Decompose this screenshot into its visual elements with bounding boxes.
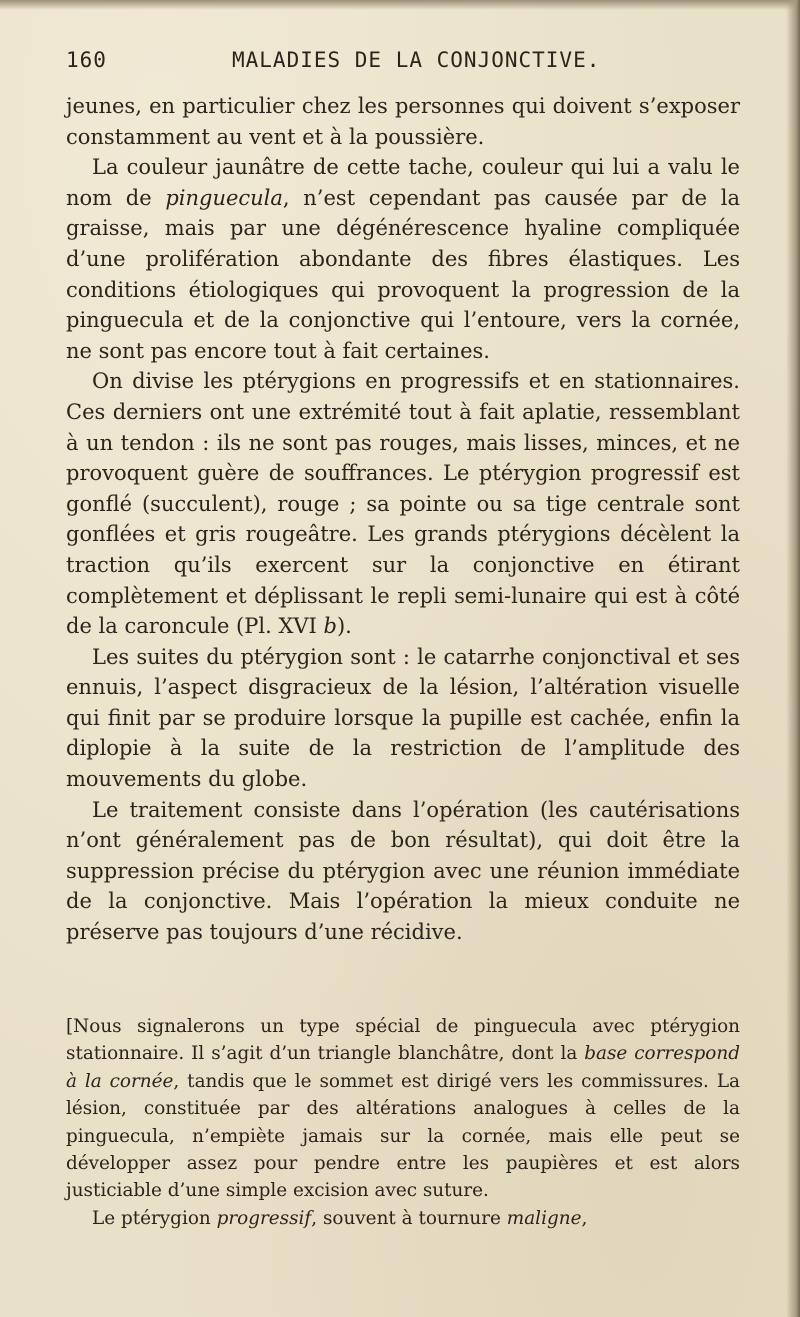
paragraph-4-text: Les suites du ptérygion sont : le catarrhe conjonctival et ses ennuis, l’aspect disgracieux de la lésion, l’altération visuelle qui finit par se produire lorsque la pupille est cachée, enfin la diplopie à la suite de la restriction de l’amplitude des mouvements du globe. (66, 644, 740, 792)
term-pinguecula: pinguecula (165, 185, 283, 210)
page-header (66, 48, 740, 78)
note-paragraph-1 (66, 1013, 740, 1205)
note-2-text-a: Le ptérygion (92, 1207, 217, 1229)
note-2-text-b: , souvent à tournure (311, 1207, 507, 1229)
paragraph-treatment (66, 795, 740, 948)
paragraph-3-text-b: ). (336, 614, 352, 639)
note-2-text-c: , (581, 1207, 588, 1229)
term-progressif: progressif (216, 1207, 312, 1229)
note-1-text-b: , tandis que le sommet est dirigé vers les commissures. La lésion, constituée par des altérations analogues à celles de la pinguecula, n’empiète jamais sur la cornée, mais elle peut se développer assez pour pendre entre les paupières et est alors justiciable d’une simple excision avec suture. (66, 1070, 740, 1202)
paragraph-continuation (66, 91, 740, 152)
paragraph-pterygion-types (66, 366, 740, 641)
note-1-emphasis: base correspond à la cornée (66, 1043, 740, 1092)
editor-note (66, 1013, 740, 1232)
paragraph-pinguecula-color (66, 152, 740, 366)
page-number: 160 (66, 48, 107, 72)
term-maligne: maligne (506, 1207, 582, 1229)
paragraph-2-text-a: La couleur jaunâtre de cette tache, couleur qui lui a valu le nom de (66, 155, 740, 210)
paragraph-pterygion-consequences (66, 642, 740, 795)
main-text (66, 91, 740, 948)
paragraph-3-text-a: On divise les ptérygions en progressifs et en stationnaires. Ces derniers ont une extrémité tout à fait aplatie, ressemblant à un tendon : ils ne sont pas rouges, mais lisses, minces, et ne provoquent guère de souffrances. Le ptérygion progressif est gonflé (succulent), rouge ; sa pointe ou sa tige centrale sont gonflées et gris rougeâtre. Les grands ptérygions décèlent la traction qu’ils exercent sur la conjonctive en étirant complètement et déplissant le repli semi-lunaire qui est à côté de la caroncule (Pl. XVI (66, 369, 740, 639)
paragraph-2-text-b: , n’est cependant pas causée par de la graisse, mais par une dégénérescence hyaline compliquée d’une prolifération abondante des fibres élastiques. Les conditions étiologiques qui provoquent la progression de la pinguecula et de la conjonctive qui l’entoure, vers la cornée, ne sont pas encore tout à fait certaines. (66, 185, 740, 363)
paragraph-5-text: Le traitement consiste dans l’opération (les cautérisations n’ont généralement pas de bon résultat), qui doit être la suppression précise du ptérygion avec une réunion immédiate de la conjonctive. Mais l’opération la mieux conduite ne préserve pas toujours d’une récidive. (66, 797, 740, 945)
paragraph-1-text: jeunes, en particulier chez les personnes qui doivent s’exposer constamment au vent et à la poussière. (66, 94, 740, 149)
plate-reference-letter: b (323, 614, 337, 639)
page-binding-edge (786, 0, 800, 1317)
page-top-shadow (0, 0, 800, 10)
running-title: MALADIES DE LA CONJONCTIVE. (232, 48, 601, 72)
note-1-text-a: [Nous signalerons un type spécial de pinguecula avec ptérygion stationnaire. Il s’agit d’un triangle blanchâtre, dont la (66, 1016, 740, 1065)
note-paragraph-2 (66, 1205, 740, 1232)
